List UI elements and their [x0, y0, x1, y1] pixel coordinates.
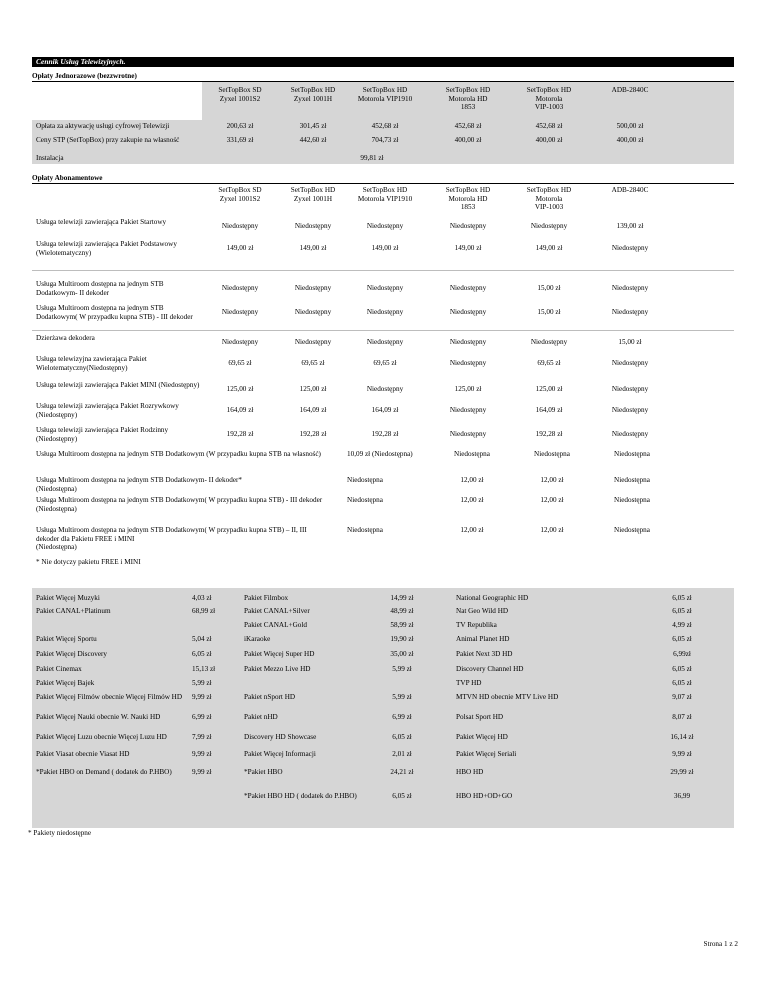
column-header: ADB-2840C [611, 86, 649, 94]
row-label: Usługa Multiroom dostępna na jednym STB Dodatkowym( W przypadku kupna STB) - III dekoder [36, 304, 193, 321]
price-cell: Niedostępny [366, 385, 404, 393]
package-name: Pakiet Więcej Nauki obecnie W. Nauki HD [36, 713, 161, 721]
package-price: 9,99 zł [192, 768, 212, 776]
wide-row-label: Usługa Multiroom dostępna na jednym STB Dodatkowym (W przypadku kupna STB na własność) [36, 450, 321, 458]
price-cell: 192,28 zł [535, 430, 563, 438]
package-price: 16,14 zł [670, 733, 694, 741]
package-price: 6,05 zł [672, 635, 692, 643]
price-cell: Niedostępny [449, 359, 487, 367]
price-cell: 164,09 zł [226, 406, 254, 414]
price-cell: Niedostępny [530, 222, 568, 230]
price-cell: 12,00 zł [540, 476, 564, 484]
package-name: Pakiet Mezzo Live HD [244, 665, 311, 673]
package-name: Pakiet Więcej Filmów obecnie Więcej Filmów HD [36, 693, 183, 701]
price-cell: Niedostępna [347, 526, 383, 534]
install-value: 99,81 zł [360, 154, 384, 162]
package-name: Pakiet Filmbox [244, 594, 289, 602]
package-name: Pakiet Viasat obecnie Viasat HD [36, 750, 130, 758]
package-name: HBO HD+OD+GO [456, 792, 513, 800]
section-one-time-fees-title: Opłaty Jednorazowe (bezzwrotne) [32, 72, 734, 82]
package-price: 6,05 zł [392, 733, 412, 741]
package-price: 58,99 zł [390, 621, 414, 629]
row-label: Usługa telewizji zawierająca Pakiet Rodzinny (Niedostępny) [36, 426, 169, 443]
package-price: 35,00 zł [390, 650, 414, 658]
price-cell: 15,00 zł [537, 308, 561, 316]
column-header: SetTopBox SD Zyxel 1001S2 [218, 186, 262, 203]
price-cell: Niedostępny [221, 308, 259, 316]
package-price: 4,99 zł [672, 621, 692, 629]
package-price: 6,99 zł [392, 713, 412, 721]
package-name: Discovery Channel HD [456, 665, 524, 673]
package-price: 6,05 zł [672, 665, 692, 673]
price-cell: 164,09 zł [299, 406, 327, 414]
row-label: Usługa telewizji zawierająca Pakiet MINI (Niedostępny) [36, 381, 200, 389]
price-cell: 442,60 zł [299, 136, 327, 144]
free-mini-note: * Nie dotyczy pakietu FREE i MINI [36, 558, 141, 566]
package-price: 24,21 zł [390, 768, 414, 776]
package-name: TV Republika [456, 621, 497, 629]
price-cell: Niedostępna [534, 450, 570, 458]
package-price: 6,99zł [673, 650, 691, 658]
package-name: iKaraoke [244, 635, 271, 643]
package-name: Pakiet Więcej Sportu [36, 635, 97, 643]
wide-row-label: Usługa Multiroom dostępna na jednym STB Dodatkowym- II dekoder* (Niedostępna) [36, 476, 243, 493]
column-header: SetTopBox HD Motorola VIP1910 [357, 86, 413, 103]
package-price: 6,05 zł [672, 679, 692, 687]
price-cell: 500,00 zł [616, 122, 644, 130]
package-name: Pakiet Więcej Super HD [244, 650, 315, 658]
price-cell: 15,00 zł [618, 338, 642, 346]
row-label: Usługa telewizji zawierająca Pakiet Startowy [36, 218, 167, 226]
price-cell: Niedostępny [294, 284, 332, 292]
package-price: 14,99 zł [390, 594, 414, 602]
package-name: *Pakiet HBO on Demand ( dodatek do P.HBO) [36, 768, 172, 776]
column-header: SetTopBox HD Motorola VIP-1003 [526, 86, 572, 112]
price-cell: 149,00 zł [454, 244, 482, 252]
price-cell: 400,00 zł [454, 136, 482, 144]
price-cell: Niedostępny [449, 338, 487, 346]
row-label: Usługa telewizyjna zawierająca Pakiet Wielotematyczny(Niedostępny) [36, 355, 147, 372]
price-cell: 200,63 zł [226, 122, 254, 130]
wide-row-label: Usługa Multiroom dostępna na jednym STB Dodatkowym( W przypadku kupna STB) - III dekoder (Niedostępna) [36, 496, 323, 513]
price-cell: Niedostępna [614, 526, 650, 534]
install-label: Instalacja [36, 154, 64, 162]
package-price: 48,99 zł [390, 607, 414, 615]
price-cell: 400,00 zł [535, 136, 563, 144]
price-cell: 400,00 zł [616, 136, 644, 144]
row-label: Opłata za aktywację usługi cyfrowej Telewizji [36, 122, 170, 130]
row-label: Usługa telewizji zawierająca Pakiet Rozrywkowy (Niedostępny) [36, 402, 179, 419]
package-price: 19,90 zł [390, 635, 414, 643]
package-price: 5,99 zł [392, 665, 412, 673]
price-cell: Niedostępny [611, 406, 649, 414]
package-name: Pakiet Więcej Bajek [36, 679, 95, 687]
row-label: Usługa telewizji zawierająca Pakiet Podstawowy (Wielotematyczny) [36, 240, 177, 257]
package-price: 15,13 zł [192, 665, 216, 673]
price-cell: 452,68 zł [454, 122, 482, 130]
price-cell: 149,00 zł [226, 244, 254, 252]
package-name: Discovery HD Showcase [244, 733, 317, 741]
price-cell: Niedostępny [221, 338, 259, 346]
package-price: 36,99 [673, 792, 691, 800]
price-cell: Niedostępny [366, 284, 404, 292]
price-cell: 12,00 zł [460, 476, 484, 484]
price-cell: 164,09 zł [535, 406, 563, 414]
package-price: 5,99 zł [192, 679, 212, 687]
price-cell: 69,65 zł [301, 359, 325, 367]
price-cell: 704,73 zł [371, 136, 399, 144]
package-name: Pakiet Cinemax [36, 665, 82, 673]
row-label: Dzierżawa dekodera [36, 334, 95, 342]
package-name: MTVN HD obecnie MTV Live HD [456, 693, 559, 701]
price-cell: Niedostępny [611, 359, 649, 367]
price-cell: Niedostępny [221, 284, 259, 292]
section-subscription-fees-title: Opłaty Abonamentowe [32, 174, 734, 184]
column-header: SetTopBox HD Motorola HD 1853 [445, 86, 491, 112]
price-cell: 12,00 zł [540, 496, 564, 504]
price-cell: Niedostępny [611, 244, 649, 252]
price-cell: 301,45 zł [299, 122, 327, 130]
package-name: TVP HD [456, 679, 482, 687]
price-cell: Niedostępny [221, 222, 259, 230]
price-cell: Niedostępny [611, 284, 649, 292]
price-cell: 149,00 zł [299, 244, 327, 252]
price-cell: Niedostępna [614, 450, 650, 458]
price-cell: 149,00 zł [535, 244, 563, 252]
package-name: Animal Planet HD [456, 635, 510, 643]
price-cell: Niedostępna [454, 450, 490, 458]
package-price: 5,04 zł [192, 635, 212, 643]
package-price: 5,99 zł [392, 693, 412, 701]
package-name: Polsat Sport HD [456, 713, 504, 721]
page-number: Strona 1 z 2 [703, 940, 738, 948]
price-cell: 69,65 zł [228, 359, 252, 367]
package-price: 6,99 zł [192, 713, 212, 721]
price-cell: Niedostępny [294, 222, 332, 230]
package-price: 6,05 zł [672, 607, 692, 615]
column-header: SetTopBox HD Motorola VIP-1003 [526, 186, 572, 212]
column-header: SetTopBox SD Zyxel 1001S2 [218, 86, 262, 103]
package-name: Pakiet nHD [244, 713, 278, 721]
package-price: 9,07 zł [672, 693, 692, 701]
price-cell: Niedostępny [366, 338, 404, 346]
package-name: Nat Geo Wild HD [456, 607, 509, 615]
package-name: Pakiet Więcej HD [456, 733, 508, 741]
package-price: 7,99 zł [192, 733, 212, 741]
price-cell: Niedostępny [530, 338, 568, 346]
package-price: 6,05 zł [192, 650, 212, 658]
row-label: Usługa Multiroom dostępna na jednym STB Dodatkowym- II dekoder [36, 280, 164, 297]
price-cell: 125,00 zł [454, 385, 482, 393]
package-price: 29,99 zł [670, 768, 694, 776]
price-cell: Niedostępny [611, 308, 649, 316]
package-name: HBO HD [456, 768, 484, 776]
price-cell: Niedostępny [449, 222, 487, 230]
price-cell: Niedostępna [614, 496, 650, 504]
row-divider [32, 270, 734, 271]
package-price: 4,03 zł [192, 594, 212, 602]
price-cell: Niedostępny [294, 308, 332, 316]
price-cell: Niedostępny [449, 430, 487, 438]
price-cell: 12,00 zł [460, 496, 484, 504]
row-divider [32, 330, 734, 331]
price-cell: 192,28 zł [226, 430, 254, 438]
package-name: Pakiet CANAL+Platinum [36, 607, 111, 615]
price-cell: 452,68 zł [371, 122, 399, 130]
package-price: 6,05 zł [392, 792, 412, 800]
price-cell: 192,28 zł [299, 430, 327, 438]
column-header: SetTopBox HD Motorola VIP1910 [357, 186, 413, 203]
price-cell: 69,65 zł [537, 359, 561, 367]
price-cell: 15,00 zł [537, 284, 561, 292]
price-cell: Niedostępny [449, 284, 487, 292]
price-cell: 164,09 zł [371, 406, 399, 414]
package-name: Pakiet Next 3D HD [456, 650, 513, 658]
column-header: SetTopBox HD Motorola HD 1853 [445, 186, 491, 212]
price-cell: 452,68 zł [535, 122, 563, 130]
price-cell: 125,00 zł [535, 385, 563, 393]
price-cell: 69,65 zł [373, 359, 397, 367]
price-cell: 139,00 zł [616, 222, 644, 230]
price-cell: 192,28 zł [371, 430, 399, 438]
price-cell: Niedostępny [294, 338, 332, 346]
column-header: SetTopBox HD Zyxel 1001H [290, 186, 336, 203]
package-name: Pakiet Więcej Muzyki [36, 594, 100, 602]
package-name: Pakiet nSport HD [244, 693, 296, 701]
price-cell: Niedostępna [347, 496, 383, 504]
price-cell: 12,00 zł [540, 526, 564, 534]
package-name: Pakiet Więcej Luzu obecnie Więcej Luzu HD [36, 733, 167, 741]
package-price: 9,99 zł [192, 750, 212, 758]
package-price: 9,99 zł [672, 750, 692, 758]
price-cell: Niedostępny [449, 406, 487, 414]
column-header: SetTopBox HD Zyxel 1001H [290, 86, 336, 103]
price-cell: Niedostępna [347, 476, 383, 484]
price-cell: Niedostępna [614, 476, 650, 484]
price-cell: Niedostępny [611, 385, 649, 393]
package-price: 9,99 zł [192, 693, 212, 701]
price-cell: 125,00 zł [299, 385, 327, 393]
price-cell: Niedostępny [366, 222, 404, 230]
price-cell: 12,00 zł [460, 526, 484, 534]
price-cell: Niedostępny [366, 308, 404, 316]
price-cell: 331,69 zł [226, 136, 254, 144]
price-cell: Niedostępny [449, 308, 487, 316]
package-price: 2,01 zł [392, 750, 412, 758]
package-name: *Pakiet HBO HD ( dodatek do P.HBO) [244, 792, 357, 800]
price-cell: 10,09 zł (Niedostępna) [347, 450, 413, 458]
wide-row-label: Usługa Multiroom dostępna na jednym STB Dodatkowym( W przypadku kupna STB) – II, III dekoder dla Pakietu FREE i MINI (Niedostępna) [36, 526, 307, 552]
package-name: Pakiet Więcej Seriali [456, 750, 517, 758]
column-header: ADB-2840C [611, 186, 649, 194]
package-price: 8,07 zł [672, 713, 692, 721]
document-title: Cennik Usług Telewizyjnych. [32, 57, 734, 67]
price-cell: 149,00 zł [371, 244, 399, 252]
package-name: Pakiet Więcej Discovery [36, 650, 108, 658]
package-name: *Pakiet HBO [244, 768, 283, 776]
package-name: Pakiet Więcej Informacji [244, 750, 316, 758]
package-price: 68,99 zł [192, 607, 216, 615]
row-label: Ceny STP (SetTopBox) przy zakupie na własność [36, 136, 180, 144]
package-name: National Geographic HD [456, 594, 529, 602]
price-cell: 125,00 zł [226, 385, 254, 393]
price-cell: Niedostępny [611, 430, 649, 438]
package-name: Pakiet CANAL+Silver [244, 607, 310, 615]
package-name: Pakiet CANAL+Gold [244, 621, 307, 629]
packages-note: * Pakiety niedostępne [28, 829, 92, 837]
package-price: 6,05 zł [672, 594, 692, 602]
